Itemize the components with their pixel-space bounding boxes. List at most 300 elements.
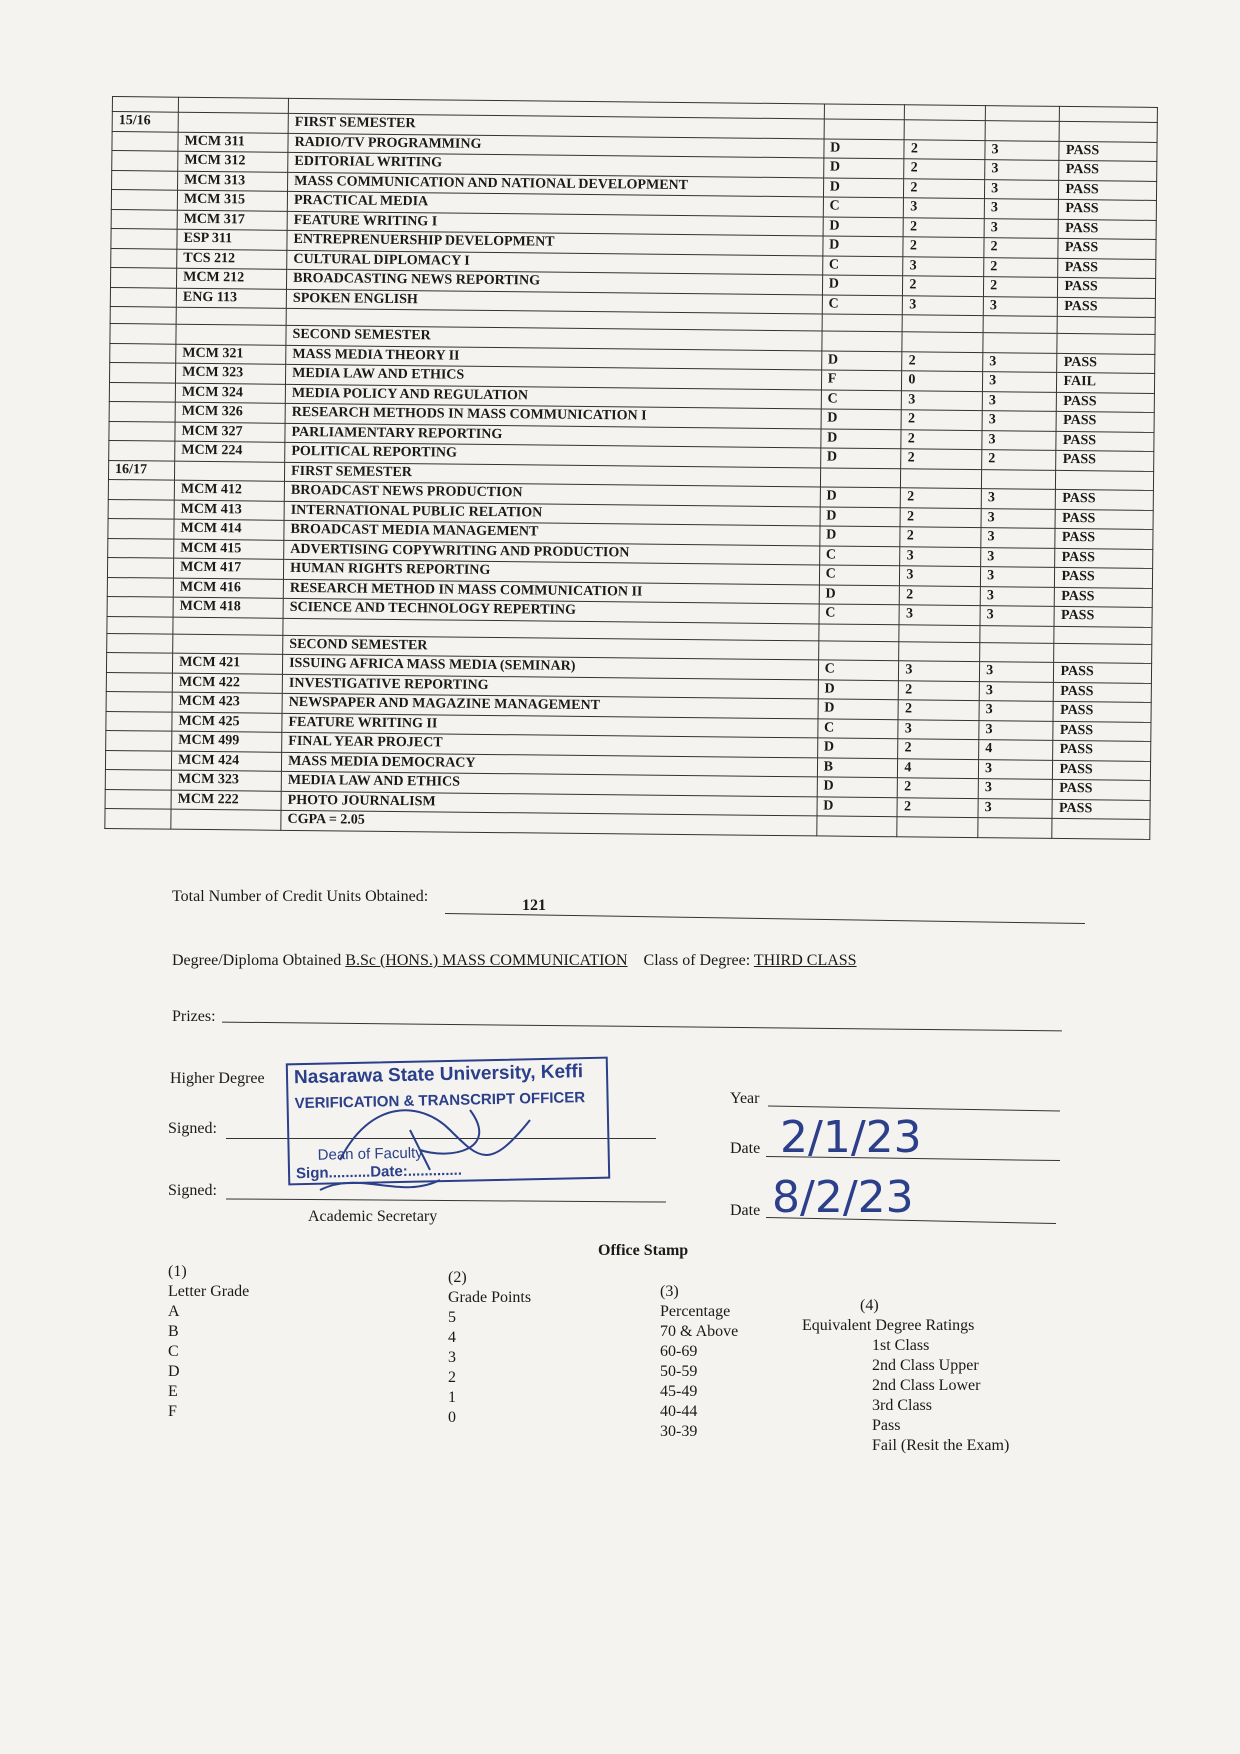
credit-unit-cell — [983, 333, 1058, 353]
remark-cell: PASS — [1053, 721, 1151, 742]
credit-unit-cell: 3 — [982, 411, 1057, 431]
key-col4-num: (4) — [860, 1297, 879, 1314]
remark-cell: PASS — [1055, 587, 1153, 608]
session-cell — [107, 633, 173, 653]
grade-cell: D — [820, 487, 901, 507]
key-item: C — [168, 1343, 179, 1360]
signed-label-2: Signed: — [168, 1182, 217, 1199]
course-title-cell: FINAL YEAR PROJECT — [282, 732, 818, 757]
key-item: 60-69 — [660, 1343, 698, 1360]
course-code-cell: MCM 327 — [175, 422, 285, 443]
session-cell — [109, 382, 175, 402]
remark-cell: PASS — [1057, 392, 1155, 413]
course-code-cell: TCS 212 — [177, 249, 287, 270]
grade-cell — [820, 467, 901, 487]
grade-cell: D — [821, 350, 902, 370]
session-cell — [110, 287, 176, 307]
course-title-cell: MASS COMMUNICATION AND NATIONAL DEVELOPMENT — [288, 172, 824, 197]
course-title-cell: BROADCASTING NEWS REPORTING — [287, 269, 823, 294]
remark-cell: PASS — [1058, 258, 1156, 279]
credit-unit-cell: 3 — [984, 218, 1059, 238]
credit-unit-cell: 3 — [979, 681, 1054, 701]
session-cell — [110, 362, 176, 382]
credit-unit-cell — [983, 316, 1058, 334]
credit-units-value: 121 — [522, 897, 546, 914]
credit-unit-cell: 3 — [982, 430, 1057, 450]
course-title-cell: BROADCAST MEDIA MANAGEMENT — [284, 520, 820, 545]
key-grade-points — [448, 1268, 531, 1428]
key-letter-grade — [168, 1262, 249, 1422]
session-cell — [107, 596, 173, 616]
grade-cell: D — [821, 409, 902, 429]
key-item: 2nd Class Lower — [872, 1377, 981, 1394]
course-code-cell: MCM 499 — [172, 731, 282, 752]
course-title-cell: BROADCAST NEWS PRODUCTION — [284, 481, 820, 506]
grade-point-cell: 3 — [900, 566, 981, 586]
key-item: 70 & Above — [660, 1323, 739, 1340]
course-code-cell: MCM 424 — [171, 751, 281, 772]
session-cell — [107, 557, 173, 577]
session-cell — [106, 711, 172, 731]
course-code-cell: MCM 421 — [172, 653, 282, 674]
course-title-cell: ADVERTISING COPYWRITING AND PRODUCTION — [284, 540, 820, 565]
grade-cell — [822, 314, 903, 332]
session-cell — [105, 769, 171, 789]
credit-unit-cell: 3 — [978, 798, 1053, 818]
credit-unit-cell — [982, 469, 1057, 489]
course-code-cell: MCM 412 — [174, 480, 284, 501]
grade-point-cell: 2 — [901, 429, 982, 449]
session-cell — [106, 672, 172, 692]
remark-cell — [1058, 316, 1156, 334]
remark-cell: PASS — [1058, 297, 1156, 318]
date-label-2: Date — [730, 1202, 761, 1219]
remark-cell: FAIL — [1057, 372, 1155, 393]
credit-unit-cell: 2 — [984, 238, 1059, 258]
course-code-cell: MCM 414 — [174, 519, 284, 540]
grade-point-cell: 0 — [902, 371, 983, 391]
course-code-cell: ESP 311 — [177, 229, 287, 250]
key-item: F — [168, 1403, 177, 1420]
grade-point-cell: 4 — [898, 758, 979, 778]
course-title-cell: EDITORIAL WRITING — [288, 152, 824, 177]
course-code-cell — [173, 634, 283, 655]
grade-point-cell: 3 — [904, 198, 985, 218]
remark-cell: PASS — [1053, 760, 1151, 781]
prizes-line — [222, 1022, 1062, 1032]
course-title-cell: ENTREPRENUERSHIP DEVELOPMENT — [287, 230, 823, 255]
remark-cell — [1057, 333, 1155, 354]
handwritten-date-2: 8/2/23 — [772, 1172, 914, 1223]
course-title-cell: MEDIA LAW AND ETHICS — [286, 364, 822, 389]
grade-point-cell: 2 — [904, 178, 985, 198]
grade-cell: C — [817, 718, 898, 738]
degree-label: Degree/Diploma Obtained — [172, 952, 342, 969]
key-col1-items — [168, 1302, 249, 1422]
key-item: 45-49 — [660, 1383, 698, 1400]
credit-unit-cell: 3 — [983, 372, 1058, 392]
grade-cell: D — [817, 777, 898, 797]
grade-point-cell: 2 — [901, 410, 982, 430]
course-title-cell: SECOND SEMESTER — [286, 325, 822, 350]
higher-degree-label: Higher Degree — [170, 1070, 265, 1087]
year-label: Year — [730, 1090, 760, 1107]
session-cell: 15/16 — [112, 112, 178, 132]
remark-cell — [1060, 121, 1158, 142]
course-code-cell: ENG 113 — [176, 288, 286, 309]
grade-cell: D — [820, 448, 901, 468]
course-code-cell: MCM 417 — [173, 558, 283, 579]
grade-point-cell: 2 — [903, 237, 984, 257]
prizes-label: Prizes: — [172, 1008, 216, 1025]
remark-cell: PASS — [1055, 528, 1153, 549]
course-title-cell: FEATURE WRITING II — [282, 713, 818, 738]
grade-cell: C — [822, 294, 903, 314]
remark-cell: PASS — [1055, 548, 1153, 569]
course-code-cell — [178, 112, 288, 133]
key-item: 30-39 — [660, 1423, 698, 1440]
course-title-cell: ISSUING AFRICA MASS MEDIA (SEMINAR) — [283, 654, 819, 679]
class-value: THIRD CLASS — [753, 952, 857, 969]
stamp-dean: Dean of Faculty — [317, 1144, 423, 1164]
key-col2-num: (2) — [448, 1269, 467, 1286]
credit-unit-cell: 3 — [980, 606, 1055, 626]
course-code-cell: MCM 326 — [175, 402, 285, 423]
course-code-cell: MCM 416 — [173, 578, 283, 599]
course-code-cell: MCM 324 — [175, 383, 285, 404]
key-degree-ratings — [802, 1296, 1009, 1456]
grade-point-cell: 2 — [900, 585, 981, 605]
stamp-sign-date: Sign..........Date:............. — [295, 1161, 463, 1183]
course-title-cell: FIRST SEMESTER — [288, 113, 824, 138]
key-item: 3 — [448, 1349, 456, 1366]
session-cell — [110, 306, 176, 324]
grade-cell: C — [822, 255, 903, 275]
key-col3-num: (3) — [660, 1283, 679, 1300]
credit-unit-cell: 2 — [984, 257, 1059, 277]
remark-cell: PASS — [1059, 199, 1157, 220]
grade-cell: C — [819, 565, 900, 585]
session-cell: 16/17 — [108, 460, 174, 480]
session-cell — [109, 421, 175, 441]
remark-cell — [1056, 470, 1154, 491]
credit-unit-cell: 3 — [985, 160, 1060, 180]
date-label-1: Date — [730, 1140, 761, 1157]
grade-point-cell: 3 — [900, 546, 981, 566]
credit-unit-cell: 3 — [980, 586, 1055, 606]
session-cell — [112, 170, 178, 190]
remark-cell — [1054, 643, 1152, 664]
grade-point-cell: 2 — [897, 797, 978, 817]
course-title-cell: INVESTIGATIVE REPORTING — [282, 674, 818, 699]
signed-label-1: Signed: — [168, 1120, 217, 1137]
results-table — [104, 96, 1158, 839]
grade-point-cell: 3 — [903, 256, 984, 276]
session-cell — [109, 401, 175, 421]
key-item: 2nd Class Upper — [872, 1357, 979, 1374]
credit-unit-cell: 3 — [981, 547, 1056, 567]
remark-cell: PASS — [1052, 799, 1150, 820]
grade-cell: D — [823, 158, 904, 178]
grade-point-cell: 2 — [898, 778, 979, 798]
course-title-cell: PRACTICAL MEDIA — [287, 191, 823, 216]
course-title-cell: RESEARCH METHOD IN MASS COMMUNICATION II — [283, 579, 819, 604]
grade-cell: D — [823, 216, 904, 236]
key-item: D — [168, 1363, 180, 1380]
key-col2-heading: Grade Points — [448, 1289, 532, 1306]
course-title-cell: FEATURE WRITING I — [287, 211, 823, 236]
session-cell — [107, 616, 173, 634]
course-title-cell: POLITICAL REPORTING — [285, 442, 821, 467]
session-cell — [105, 750, 171, 770]
course-title-cell: MASS MEDIA THEORY II — [286, 345, 822, 370]
course-title-cell: INTERNATIONAL PUBLIC RELATION — [284, 501, 820, 526]
grade-point-cell: 2 — [904, 139, 985, 159]
key-col1-heading: Letter Grade — [168, 1283, 250, 1300]
grade-point-cell — [897, 817, 978, 837]
grade-cell: D — [819, 584, 900, 604]
remark-cell — [1054, 626, 1152, 644]
key-item: 5 — [448, 1309, 456, 1326]
grade-point-cell — [902, 332, 983, 352]
remark-cell: PASS — [1056, 450, 1154, 471]
course-code-cell: MCM 312 — [178, 151, 288, 172]
course-code-cell — [178, 97, 288, 113]
course-code-cell: MCM 413 — [174, 500, 284, 521]
grade-cell: C — [819, 604, 900, 624]
course-title-cell: RADIO/TV PROGRAMMING — [288, 133, 824, 158]
course-code-cell: MCM 323 — [176, 363, 286, 384]
credit-unit-cell: 3 — [984, 199, 1059, 219]
grade-point-cell: 3 — [902, 390, 983, 410]
credit-unit-cell — [980, 625, 1055, 643]
remark-cell: PASS — [1059, 180, 1157, 201]
grade-cell: F — [821, 370, 902, 390]
grade-cell: C — [823, 197, 904, 217]
credit-unit-cell: 3 — [979, 720, 1054, 740]
grade-cell: D — [824, 138, 905, 158]
grade-cell: C — [821, 389, 902, 409]
session-cell — [111, 209, 177, 229]
course-code-cell: MCM 422 — [172, 673, 282, 694]
session-cell — [111, 228, 177, 248]
course-code-cell: MCM 321 — [176, 344, 286, 365]
remark-cell: PASS — [1058, 277, 1156, 298]
course-code-cell: MCM 423 — [172, 692, 282, 713]
remark-cell: PASS — [1054, 662, 1152, 683]
session-cell — [105, 808, 171, 828]
credit-unit-cell: 3 — [979, 662, 1054, 682]
grade-point-cell: 2 — [899, 680, 980, 700]
credit-unit-cell: 3 — [979, 701, 1054, 721]
key-item: 3rd Class — [872, 1397, 932, 1414]
grade-cell — [824, 104, 905, 120]
academic-secretary-label: Academic Secretary — [308, 1208, 438, 1225]
credit-unit-cell: 3 — [985, 179, 1060, 199]
key-item: B — [168, 1323, 179, 1340]
key-percentage — [660, 1282, 738, 1442]
credit-units-line — [445, 913, 1085, 924]
session-cell — [110, 343, 176, 363]
class-label: Class of Degree: — [643, 952, 751, 969]
course-code-cell: MCM 224 — [175, 441, 285, 462]
key-col2-items — [448, 1308, 531, 1428]
credit-unit-cell: 3 — [982, 391, 1057, 411]
grade-cell — [824, 119, 905, 139]
session-cell — [112, 151, 178, 171]
remark-cell: PASS — [1057, 411, 1155, 432]
course-title-cell: SECOND SEMESTER — [283, 635, 819, 660]
session-cell — [108, 479, 174, 499]
session-cell — [108, 538, 174, 558]
grade-point-cell — [899, 624, 980, 642]
degree-row — [172, 952, 857, 970]
remark-cell: PASS — [1056, 431, 1154, 452]
grade-point-cell — [899, 641, 980, 661]
key-item: 4 — [448, 1329, 456, 1346]
session-cell — [106, 652, 172, 672]
course-code-cell: MCM 323 — [171, 770, 281, 791]
credit-unit-cell: 3 — [985, 140, 1060, 160]
course-code-cell — [176, 307, 286, 325]
degree-value: B.Sc (HONS.) MASS COMMUNICATION — [345, 952, 628, 969]
session-cell — [105, 789, 171, 809]
grade-point-cell: 3 — [899, 661, 980, 681]
grade-cell: D — [818, 679, 899, 699]
key-col3-heading: Percentage — [660, 1303, 731, 1320]
office-stamp-label: Office Stamp — [598, 1242, 689, 1259]
stamp-university: Nasarawa State University, Keffi — [293, 1061, 584, 1089]
grade-cell — [822, 331, 903, 351]
course-code-cell — [171, 809, 281, 830]
remark-cell: PASS — [1058, 238, 1156, 259]
course-code-cell: MCM 418 — [173, 597, 283, 618]
credit-units-label: Total Number of Credit Units Obtained: — [172, 888, 429, 905]
course-title-cell: CULTURAL DIPLOMACY I — [287, 250, 823, 275]
course-code-cell: MCM 317 — [177, 210, 287, 231]
course-code-cell: MCM 222 — [171, 790, 281, 811]
credit-unit-cell: 3 — [978, 759, 1053, 779]
credit-unit-cell: 2 — [982, 450, 1057, 470]
course-title-cell: MEDIA POLICY AND REGULATION — [285, 384, 821, 409]
key-item: 1st Class — [872, 1337, 930, 1354]
remark-cell: PASS — [1054, 682, 1152, 703]
course-title-cell: CGPA = 2.05 — [281, 810, 817, 835]
grade-point-cell — [904, 120, 985, 140]
course-title-cell: NEWSPAPER AND MAGAZINE MANAGEMENT — [282, 693, 818, 718]
course-code-cell: MCM 315 — [177, 190, 287, 211]
session-cell — [112, 97, 178, 113]
course-code-cell — [173, 617, 283, 635]
course-title-cell: MASS MEDIA DEMOCRACY — [282, 752, 818, 777]
key-col3-items — [660, 1322, 738, 1442]
session-cell — [106, 730, 172, 750]
grade-cell — [819, 623, 900, 641]
stamp-officer: VERIFICATION & TRANSCRIPT OFFICER — [294, 1089, 586, 1113]
remark-cell: PASS — [1053, 740, 1151, 761]
course-title-cell: FIRST SEMESTER — [285, 462, 821, 487]
credit-unit-cell — [978, 818, 1053, 838]
grade-point-cell: 3 — [898, 719, 979, 739]
course-code-cell: MCM 415 — [174, 539, 284, 560]
credit-unit-cell: 4 — [979, 740, 1054, 760]
course-title-cell: HUMAN RIGHTS REPORTING — [284, 559, 820, 584]
session-cell — [106, 691, 172, 711]
session-cell — [111, 248, 177, 268]
key-item: A — [168, 1303, 180, 1320]
session-cell — [109, 440, 175, 460]
grade-point-cell: 2 — [903, 217, 984, 237]
key-item: 0 — [448, 1409, 456, 1426]
grade-point-cell: 2 — [901, 488, 982, 508]
grade-cell — [818, 640, 899, 660]
grade-cell: D — [817, 796, 898, 816]
remark-cell: PASS — [1059, 219, 1157, 240]
session-cell — [107, 577, 173, 597]
key-col4-heading: Equivalent Degree Ratings — [802, 1317, 975, 1334]
remark-cell: PASS — [1057, 353, 1155, 374]
credit-unit-cell: 3 — [983, 352, 1058, 372]
grade-cell: D — [818, 699, 899, 719]
key-item: Fail (Resit the Exam) — [872, 1437, 1010, 1454]
credit-unit-cell — [985, 121, 1060, 141]
session-cell — [108, 499, 174, 519]
session-cell — [108, 518, 174, 538]
course-code-cell: MCM 311 — [178, 132, 288, 153]
grade-cell: D — [823, 177, 904, 197]
key-item: E — [168, 1383, 178, 1400]
course-code-cell — [176, 324, 286, 345]
grade-cell: D — [817, 738, 898, 758]
results-table-body — [105, 97, 1158, 839]
course-title-cell: RESEARCH METHODS IN MASS COMMUNICATION I — [285, 403, 821, 428]
grade-point-cell — [901, 468, 982, 488]
grade-point-cell: 2 — [898, 700, 979, 720]
grade-cell — [816, 816, 897, 836]
key-item: 40-44 — [660, 1403, 698, 1420]
remark-cell: PASS — [1056, 489, 1154, 510]
session-cell — [112, 131, 178, 151]
handwritten-date-1: 2/1/23 — [780, 1112, 922, 1163]
remark-cell — [1052, 818, 1150, 839]
course-title-cell: PHOTO JOURNALISM — [281, 791, 817, 816]
course-code-cell: MCM 313 — [178, 171, 288, 192]
key-item: 50-59 — [660, 1363, 698, 1380]
signature-mark — [300, 1090, 600, 1200]
grade-cell: C — [818, 660, 899, 680]
credit-unit-cell: 3 — [980, 567, 1055, 587]
grade-cell: D — [822, 275, 903, 295]
session-cell — [110, 267, 176, 287]
remark-cell: PASS — [1059, 160, 1157, 181]
remark-cell: PASS — [1056, 509, 1154, 530]
grade-point-cell: 2 — [904, 159, 985, 179]
key-item: 2 — [448, 1369, 456, 1386]
course-code-cell: MCM 425 — [172, 712, 282, 733]
remark-cell: PASS — [1053, 779, 1151, 800]
credit-unit-cell: 3 — [978, 779, 1053, 799]
key-col1-num: (1) — [168, 1263, 187, 1280]
grade-point-cell: 3 — [903, 295, 984, 315]
course-title-cell: SPOKEN ENGLISH — [286, 289, 822, 314]
course-code-cell — [175, 461, 285, 482]
grade-cell: D — [820, 506, 901, 526]
course-title-cell: PARLIAMENTARY REPORTING — [285, 423, 821, 448]
grade-point-cell: 2 — [898, 739, 979, 759]
grade-point-cell: 2 — [901, 449, 982, 469]
key-col4-items — [802, 1336, 1009, 1456]
key-item: 1 — [448, 1389, 456, 1406]
